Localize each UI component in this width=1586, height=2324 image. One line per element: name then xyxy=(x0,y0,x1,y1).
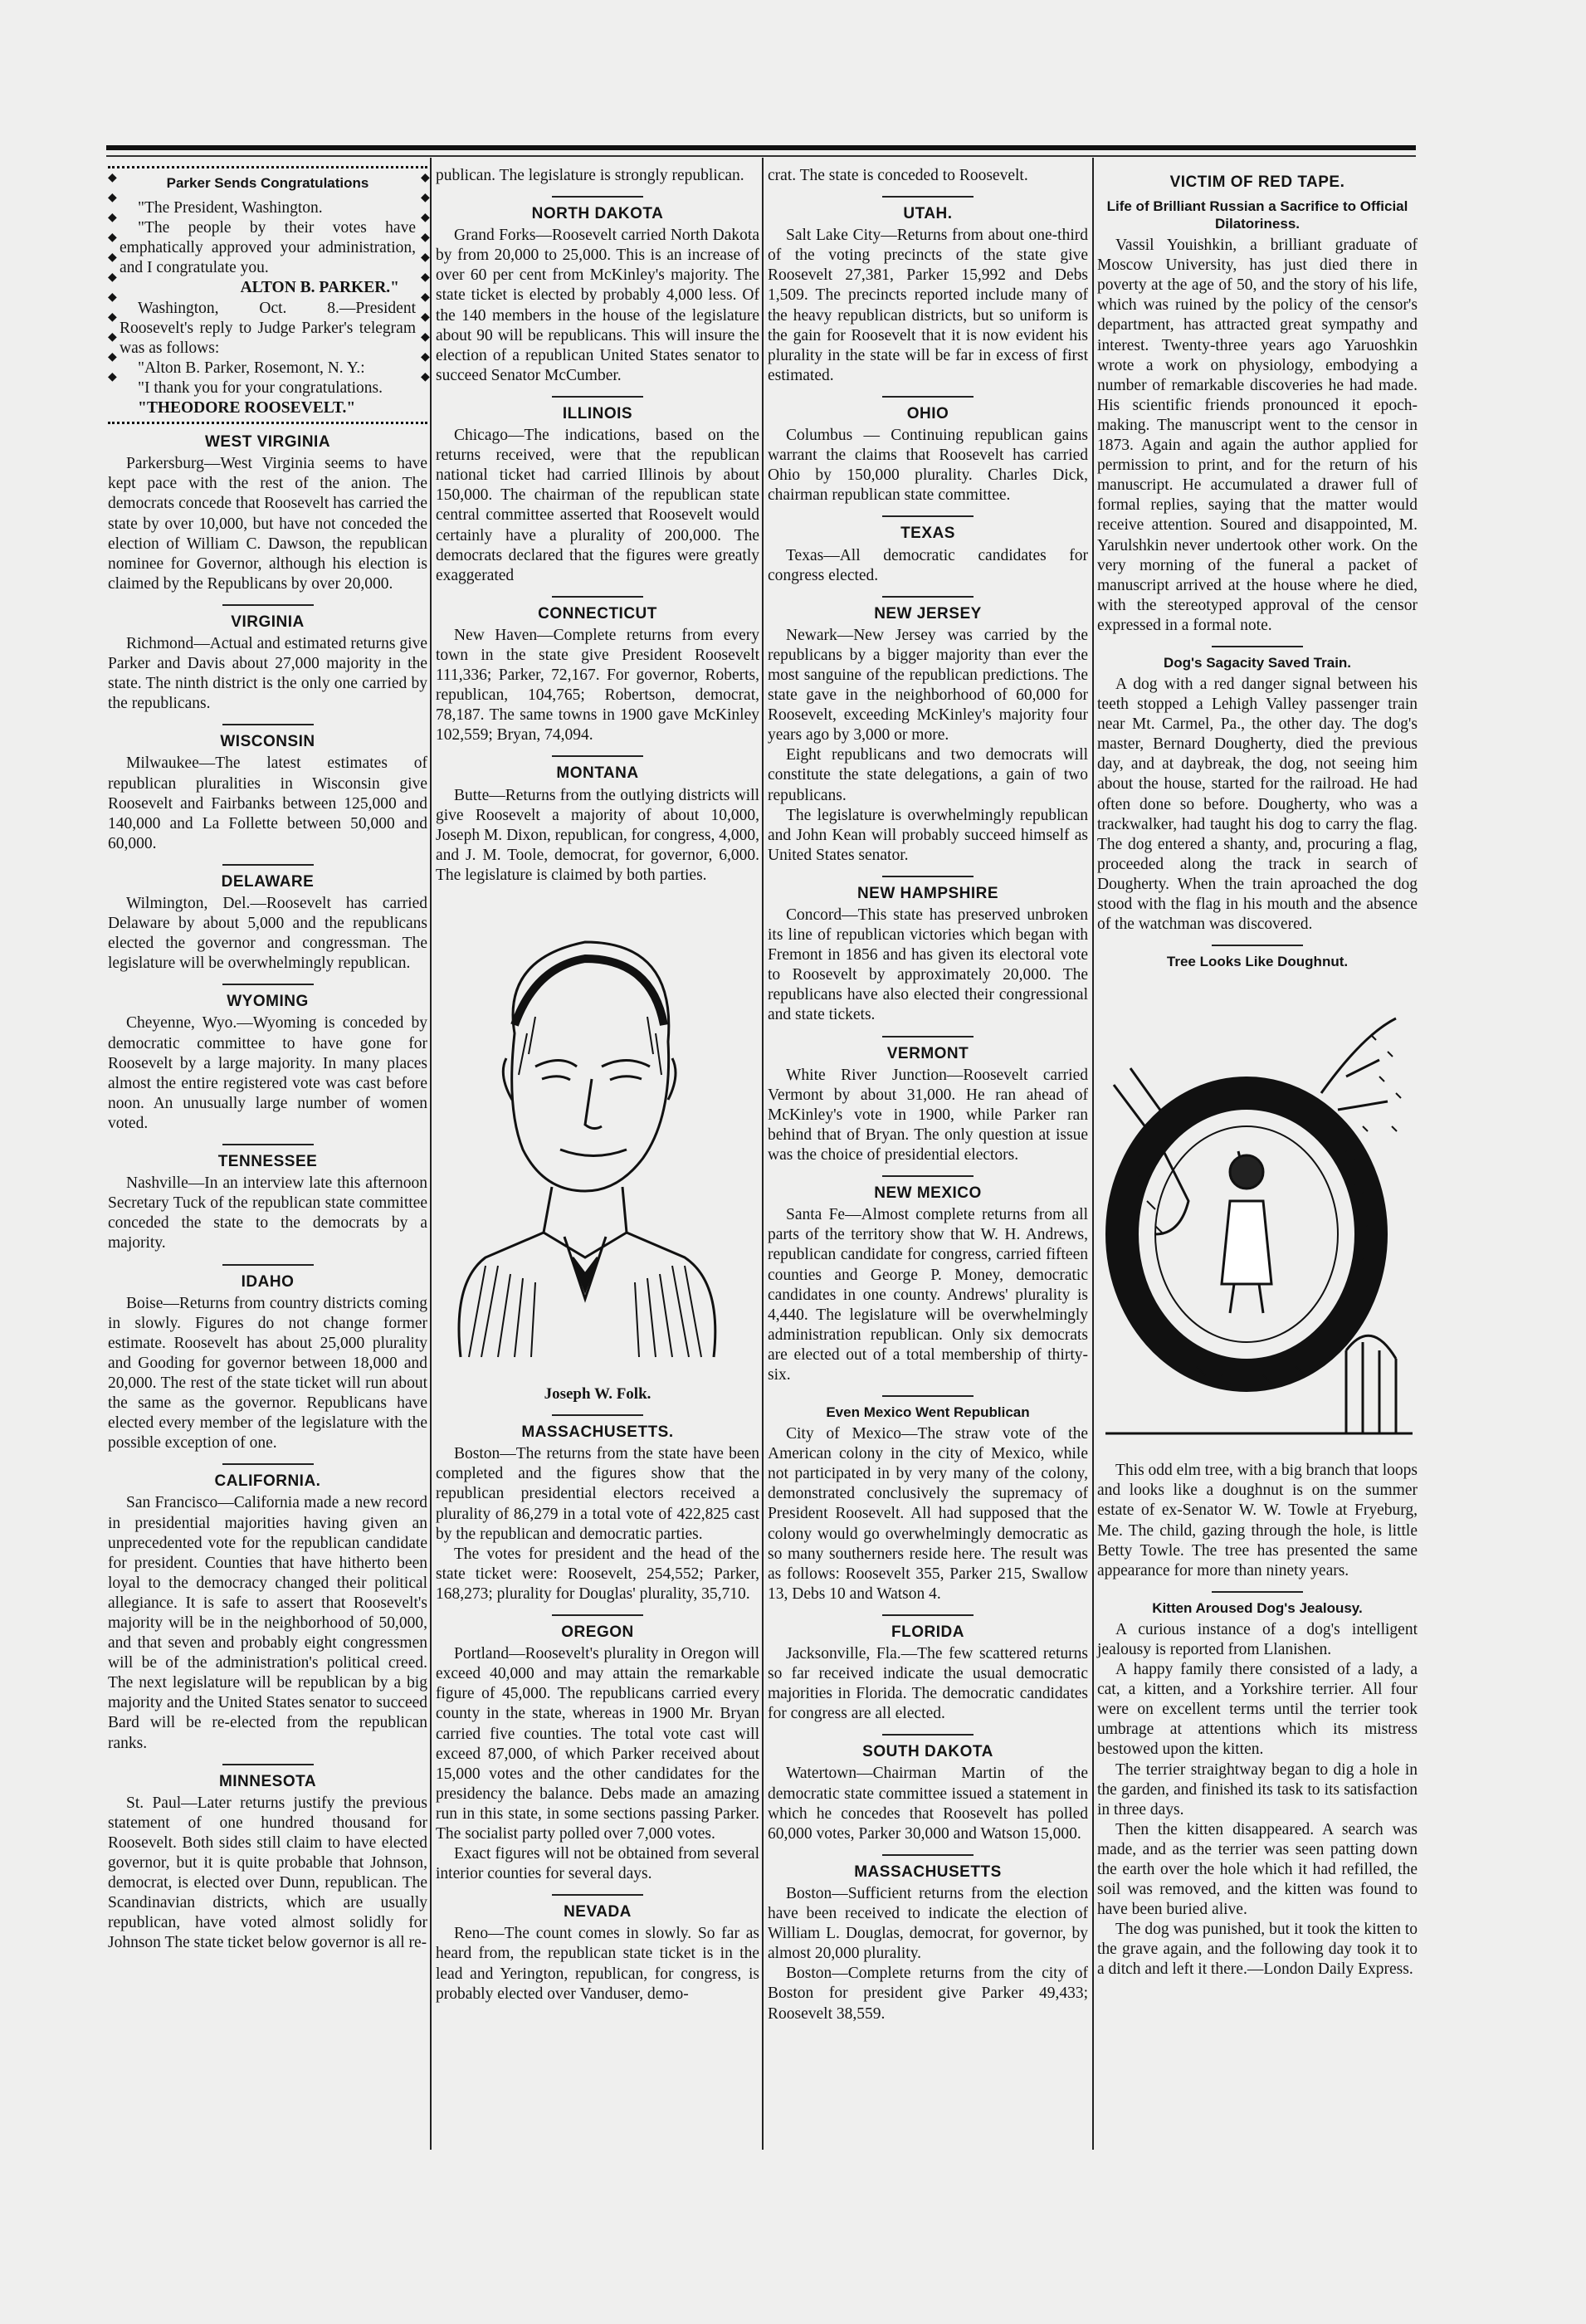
box-text: Washington, Oct. 8.—President Roosevelt's reply to Judge Parker's telegram was as follows: xyxy=(120,299,416,357)
divider xyxy=(882,1395,974,1397)
article-text: publican. The legislature is strongly republican. xyxy=(436,167,744,184)
divider xyxy=(882,1734,974,1736)
divider xyxy=(882,596,974,598)
divider xyxy=(222,724,314,725)
section-heading: NEW JERSEY xyxy=(874,604,982,622)
column-2 xyxy=(436,166,759,2150)
article-text: Milwaukee—The latest estimates of republican pluralities in Wisconsin give Roosevelt and Fairbanks between 125,000 and 140,000 and La Follette between 50,000 and 60,000. xyxy=(108,754,427,852)
divider xyxy=(882,876,974,877)
article-text: City of Mexico—The straw vote of the American colony in the city of Mexico, while not participated in by very many of the colony, demonstrated conclusively the supremacy of President Roosevelt. All had supposed that the colony would go overwhelmingly democratic as so many southerners reside here. The result was as follows: Roosevelt 355, Parker 215, Swallow 13, Debs 10 and Watson 4. xyxy=(768,1425,1088,1603)
divider xyxy=(222,1463,314,1465)
article-text: Eight republicans and two democrats will constitute the state delegations, a gain of two republicans. xyxy=(768,746,1088,804)
article-text: Cheyenne, Wyo.—Wyoming is conceded by democratic committee to have gone for Roosevelt by a large majority. In many places almost the entire registered vote was cast before noon. An unusually large number of women voted. xyxy=(108,1014,427,1132)
box-text: "The President, Washington. xyxy=(138,199,323,217)
section-heading: VICTIM OF RED TAPE. xyxy=(1169,173,1345,191)
section-heading: VIRGINIA xyxy=(231,613,305,631)
diamond-border-right: ◆ ◆ ◆ ◆ ◆ ◆ ◆ ◆ ◆ ◆ ◆ xyxy=(421,172,430,383)
divider xyxy=(1212,945,1303,946)
section-heading: Kitten Aroused Dog's Jealousy. xyxy=(1152,1599,1363,1616)
section-heading: UTAH. xyxy=(903,205,953,223)
article-text: Boston—Complete returns from the city of Boston for president give Parker 49,433; Roosevelt 38,559. xyxy=(768,1965,1088,2023)
box-text: "I thank you for your congratulations. xyxy=(138,378,383,397)
section-heading: Dog's Sagacity Saved Train. xyxy=(1163,654,1352,671)
section-heading: WYOMING xyxy=(227,993,309,1011)
divider xyxy=(552,396,643,398)
article-text: This odd elm tree, with a big branch that loops and looks like a doughnut is on the summer estate of ex-Senator W. W. Towle at Fryeburg, Me. The child, gazing through the hole, is little Betty Towle. The tree has presented the same appearance for more than ninety years. xyxy=(1097,1462,1418,1579)
section-heading: TENNESSEE xyxy=(217,1153,318,1171)
divider xyxy=(222,1144,314,1145)
article-text: crat. The state is conceded to Roosevelt. xyxy=(768,167,1028,184)
divider xyxy=(1212,1591,1303,1593)
article-text: Then the kitten disappeared. A search was made, and as the terrier was seen patting down the earth over the hole which it had refilled, the soil was removed, and the kitten was found to have been buried alive. xyxy=(1097,1820,1418,1919)
article-text: The legislature is overwhelmingly republican and John Kean will probably succeed himself as United States senator. xyxy=(768,806,1088,864)
portrait-caption: Joseph W. Folk. xyxy=(544,1385,651,1404)
article-text: St. Paul—Later returns justify the previous statement of one hundred thousand for Roosevelt. Both sides still claim to have elected governor, but it is quite probable that Johnson, democrat, is elected over Dunn, republican. The Scandinavian districts, which are usually republican, have voted almost solidly for Johnson The state ticket below governor is all re- xyxy=(108,1794,427,1952)
article-text: Boise—Returns from country districts coming in slowly. Figures do not change former estimate. Roosevelt has about 25,000 plurality and Gooding for governor between 18,000 and 20,000. The rest of the state ticket will run about the same as the governor. Republicans have elected every member of the legislature with the possible exception of one. xyxy=(108,1294,427,1452)
telegram-box xyxy=(108,166,430,424)
article-text: White River Junction—Roosevelt carried Vermont by about 31,000. He ran ahead of McKinley's vote in 1900, while Parker ran behind that of Bryan. The only question at issue was the choice of presidential electors. xyxy=(768,1066,1088,1164)
portrait-illustration xyxy=(436,909,734,1374)
section-heading: WISCONSIN xyxy=(220,733,315,751)
section-heading: DELAWARE xyxy=(221,872,315,891)
section-heading: VERMONT xyxy=(886,1044,969,1062)
section-heading: ILLINOIS xyxy=(562,404,633,422)
article-text: Watertown—Chairman Martin of the democratic state committee issued a statement in which he concedes that Roosevelt has polled 60,000 votes, Parker 30,000 and Watson 15,000. xyxy=(768,1765,1088,1843)
subheading: Life of Brilliant Russian a Sacrifice to Official Dilatoriness. xyxy=(1106,198,1408,232)
section-heading: WEST VIRGINIA xyxy=(204,433,331,452)
article-text: Texas—All democratic candidates for congress elected. xyxy=(768,546,1088,584)
article-text: A happy family there consisted of a lady, a cat, a kitten, and a Yorkshire terrier. All four were on excellent terms until the terrier took umbrage at attentions which its mistress bestowed upon the kitten. xyxy=(1097,1661,1418,1759)
article-text: Reno—The count comes in slowly. So far as heard from, the republican state ticket is in the lead and Yerington, republican, for congress, is probably elected over Vanduser, demo- xyxy=(436,1925,759,2003)
article-text: Columbus — Continuing republican gains warrant the claims that Roosevelt has carried Ohio by 150,000 plurality. Charles Dick, chairman republican state committee. xyxy=(768,427,1088,505)
divider xyxy=(552,1414,643,1416)
section-heading: SOUTH DAKOTA xyxy=(862,1743,993,1761)
article-text: Grand Forks—Roosevelt carried North Dakota by from 20,000 to 25,000. This is an increase of over 60 per cent from McKinley's majority. The state ticket is elected by probably 4,000 less. Of the 140 members in the house of the legislature about 90 will be republicans. This will insure the election of a republican United States senator to succeed Senator McCumber. xyxy=(436,227,759,384)
divider xyxy=(1212,646,1303,647)
column-rule xyxy=(762,158,764,2150)
article-text: Richmond—Actual and estimated returns give Parker and Davis about 27,000 majority in the state. The ninth district is the only one carried by the republicans. xyxy=(108,634,427,713)
top-rule xyxy=(106,145,1416,150)
article-text: Nashville—In an interview late this afternoon Secretary Tuck of the republican state committee conceded the state to the democrats by a majority. xyxy=(108,1174,427,1252)
divider xyxy=(552,1614,643,1616)
divider xyxy=(222,604,314,606)
article-text: Portland—Roosevelt's plurality in Oregon will exceed 40,000 and may attain the remarkable figure of 45,000. The republicans carried every county in the state, whereas in 1900 Mr. Bryan carried five counties. The total vote cast will exceed 87,000, of which Parker received about 15,000 votes and the other candidates for the presidency the balance. Debs made an amazing run in this state, in some sections passing Parker. The socialist party polled over 7,000 votes. xyxy=(436,1645,759,1843)
box-title: Parker Sends Congratulations xyxy=(166,175,369,191)
article-text: Exact figures will not be obtained from several interior counties for several days. xyxy=(436,1845,759,1883)
box-text: "The people by their votes have emphatically approved your administration, and I congratulate you. xyxy=(120,219,416,277)
divider xyxy=(882,196,974,198)
article-text: Vassil Youishkin, a brilliant graduate of Moscow University, has just died there in poverty at the age of 50, and the story of his life, which was ruined by the policy of the censor's department, has attracted great sympathy and interest. Twenty-three years ago Yaruoshkin wrote a work on physiology, embodying a number of remarkable discoveries he had made. His scientific friends pronounced it epoch-making. The manuscript went to the censor in 1873. Again and again the author applied for permission to print, and for the return of his manuscript. He accumulated a drawer full of formal replies, saying that the matter would receive attention. Soured and disappointed, M. Yarulshkin never undertook other work. On the very morning of the funeral a packet of manuscript arrived at the house where he died, with the stereotyped approval of the censor expressed in a formal note. xyxy=(1097,237,1418,634)
signature: ALTON B. PARKER." xyxy=(240,279,399,297)
divider xyxy=(552,596,643,598)
article-text: The terrier straightway began to dig a hole in the garden, and finished its task to its satisfaction in three days. xyxy=(1097,1760,1418,1819)
section-heading: Tree Looks Like Doughnut. xyxy=(1166,954,1349,970)
section-heading: NEW MEXICO xyxy=(874,1184,982,1203)
divider xyxy=(882,396,974,398)
divider xyxy=(882,1614,974,1616)
column-rule xyxy=(430,158,432,2150)
article-text: A dog with a red danger signal between his teeth stopped a Lehigh Valley passenger train near Mt. Carmel, Pa., the other day. The dog's master, Bernard Dougherty, died the previous day, and at daybreak, the dog, not seeing him about the house, started for the railroad. He had often done so before. Dougherty, who was a trackwalker, had taught his dog to carry the flag. The dog entered a shanty, and, procuring a flag, proceeded along the track in search of Dougherty. When the train aproached the dog stood with the flag in his mouth and the absence of the watchman was discovered. xyxy=(1097,675,1418,934)
article-text: Butte—Returns from the outlying districts will give Roosevelt a majority of about 10,000, Joseph M. Dixon, republican, for congress, 4,000, and J. M. Toole, democrat, for governor, 6,000. The legislature is claimed by both parties. xyxy=(436,786,759,884)
article-text: Newark—New Jersey was carried by the republicans by a bigger majority than ever the most sanguine of the republican predictions. The state gave in the neighborhood of 60,000 for Roosevelt, exceeding McKinley's majority four years ago by 3,000 or more. xyxy=(768,626,1088,745)
column-3 xyxy=(768,166,1088,2150)
divider xyxy=(222,1764,314,1765)
section-heading: MONTANA xyxy=(556,764,639,783)
column-4 xyxy=(1097,166,1418,2150)
article-text: The votes for president and the head of the state ticket were: Roosevelt, 254,552; Parker, 168,273; plurality for Douglas' plurality, 35,710. xyxy=(436,1545,759,1603)
section-heading: CONNECTICUT xyxy=(538,604,657,622)
section-heading: NEVADA xyxy=(564,1903,632,1921)
divider xyxy=(222,864,314,866)
signature: "THEODORE ROOSEVELT." xyxy=(138,399,356,417)
diamond-border-left: ◆ ◆ ◆ ◆ ◆ ◆ ◆ ◆ ◆ ◆ ◆ xyxy=(108,172,117,383)
article-text: Chicago—The indications, based on the returns received, were that the republican national ticket had carried Illinois by about 150,000. The chairman of the republican state central committee asserted that Roosevelt would certainly have a plurality of 200,000. The democrats declared that the figures were greatly exaggerated xyxy=(436,427,759,584)
section-heading: Even Mexico Went Republican xyxy=(826,1404,1030,1421)
divider xyxy=(882,1854,974,1856)
column-1 xyxy=(108,166,430,2150)
divider xyxy=(552,1894,643,1896)
section-heading: CALIFORNIA. xyxy=(214,1472,321,1491)
section-heading: MASSACHUSETTS. xyxy=(521,1423,674,1442)
article-text: Boston—Sufficient returns from the election have been received to indicate the election of William L. Douglas, democrat, for governor, by almost 20,000 plurality. xyxy=(768,1884,1088,1963)
article-text: New Haven—Complete returns from every town in the state give President Roosevelt 111,336; Parker, 72,167. For governor, Roberts, republican, 104,765; Robertson, democrat, 78,187. The same towns in 1900 gave McKinley 102,559; Bryan, 74,094. xyxy=(436,626,759,745)
divider xyxy=(222,984,314,985)
divider xyxy=(222,1264,314,1266)
divider xyxy=(882,515,974,517)
section-heading: IDAHO xyxy=(241,1272,295,1291)
section-heading: NORTH DAKOTA xyxy=(531,205,664,223)
article-text: Jacksonville, Fla.—The few scattered returns so far received indicate the usual democratic majorities in Florida. The democratic candidates for congress are all elected. xyxy=(768,1645,1088,1723)
top-rule-thin xyxy=(106,155,1416,157)
tree-illustration xyxy=(1097,985,1413,1450)
section-heading: TEXAS xyxy=(900,525,955,543)
section-heading: OREGON xyxy=(561,1623,634,1642)
divider xyxy=(882,1036,974,1038)
divider xyxy=(552,196,643,198)
section-heading: MASSACHUSETTS xyxy=(854,1863,1002,1881)
section-heading: NEW HAMPSHIRE xyxy=(856,884,999,902)
divider xyxy=(882,1175,974,1177)
article-text: Salt Lake City—Returns from about one-third of the voting precincts of the state give Roosevelt 27,381, Parker 15,992 and Debs 1,509. The precincts reported include many of the heavy republican districts, but so uniform is the gain for Roosevelt that it is now evident his plurality in the state will be far in excess of first estimated. xyxy=(768,227,1088,384)
section-heading: FLORIDA xyxy=(891,1623,964,1641)
divider xyxy=(552,755,643,757)
article-text: Wilmington, Del.—Roosevelt has carried Delaware by about 5,000 and the republicans elected the governor and congressman. The legislature will be overwhelmingly republican. xyxy=(108,895,427,973)
section-heading: OHIO xyxy=(906,404,949,422)
article-text: Parkersburg—West Virginia seems to have kept pace with the rest of the anion. The democrats concede that Roosevelt has carried the state by over 10,000, but have not conceded the election of William C. Dawson, the republican nominee for Governor, although his election is claimed by the Republicans by over 20,000. xyxy=(108,455,427,593)
column-rule xyxy=(1092,158,1094,2150)
article-text: Santa Fe—Almost complete returns from all parts of the territory show that W. H. Andrews, republican candidate for congress, carried fifteen counties and George P. Money, democratic candidates in one county. Andrews' plurality is 4,440. The legislature will be overwhelmingly administration republican. Only six democrats are elected out of a total membership of thirty-six. xyxy=(768,1206,1088,1384)
article-text: The dog was punished, but it took the kitten to the grave again, and the following day took it to a ditch and left it there.—London Daily Express. xyxy=(1097,1921,1418,1979)
article-text: Concord—This state has preserved unbroken its line of republican victories which began with Fremont in 1856 and has given its electoral vote to Roosevelt by approximately 20,000. The republicans have also elected their congressional and state tickets. xyxy=(768,906,1088,1024)
article-text: San Francisco—California made a new record in presidential majorities having given an unprecedented vote for the republican candidate for president. Counties that have hitherto been loyal to the democracy changed their political allegiance. It is safe to assert that Roosevelt's majority will be in the neighborhood of 50,000, and that seven and probably eight congressmen will be of the administration's political creed. The next legislature will be republican by a big majority and the United States senator to succeed Bard will be re-elected from the republican ranks. xyxy=(108,1494,428,1752)
article-text: A curious instance of a dog's intelligent jealousy is reported from Llanishen. xyxy=(1097,1620,1418,1658)
section-heading: MINNESOTA xyxy=(218,1772,317,1790)
article-text: Boston—The returns from the state have been completed and the figures show that the republican presidential electors received a plurality of 86,279 in a total vote of 422,825 cast by the republican and democratic parties. xyxy=(436,1445,759,1543)
box-text: "Alton B. Parker, Rosemont, N. Y.: xyxy=(138,359,365,377)
